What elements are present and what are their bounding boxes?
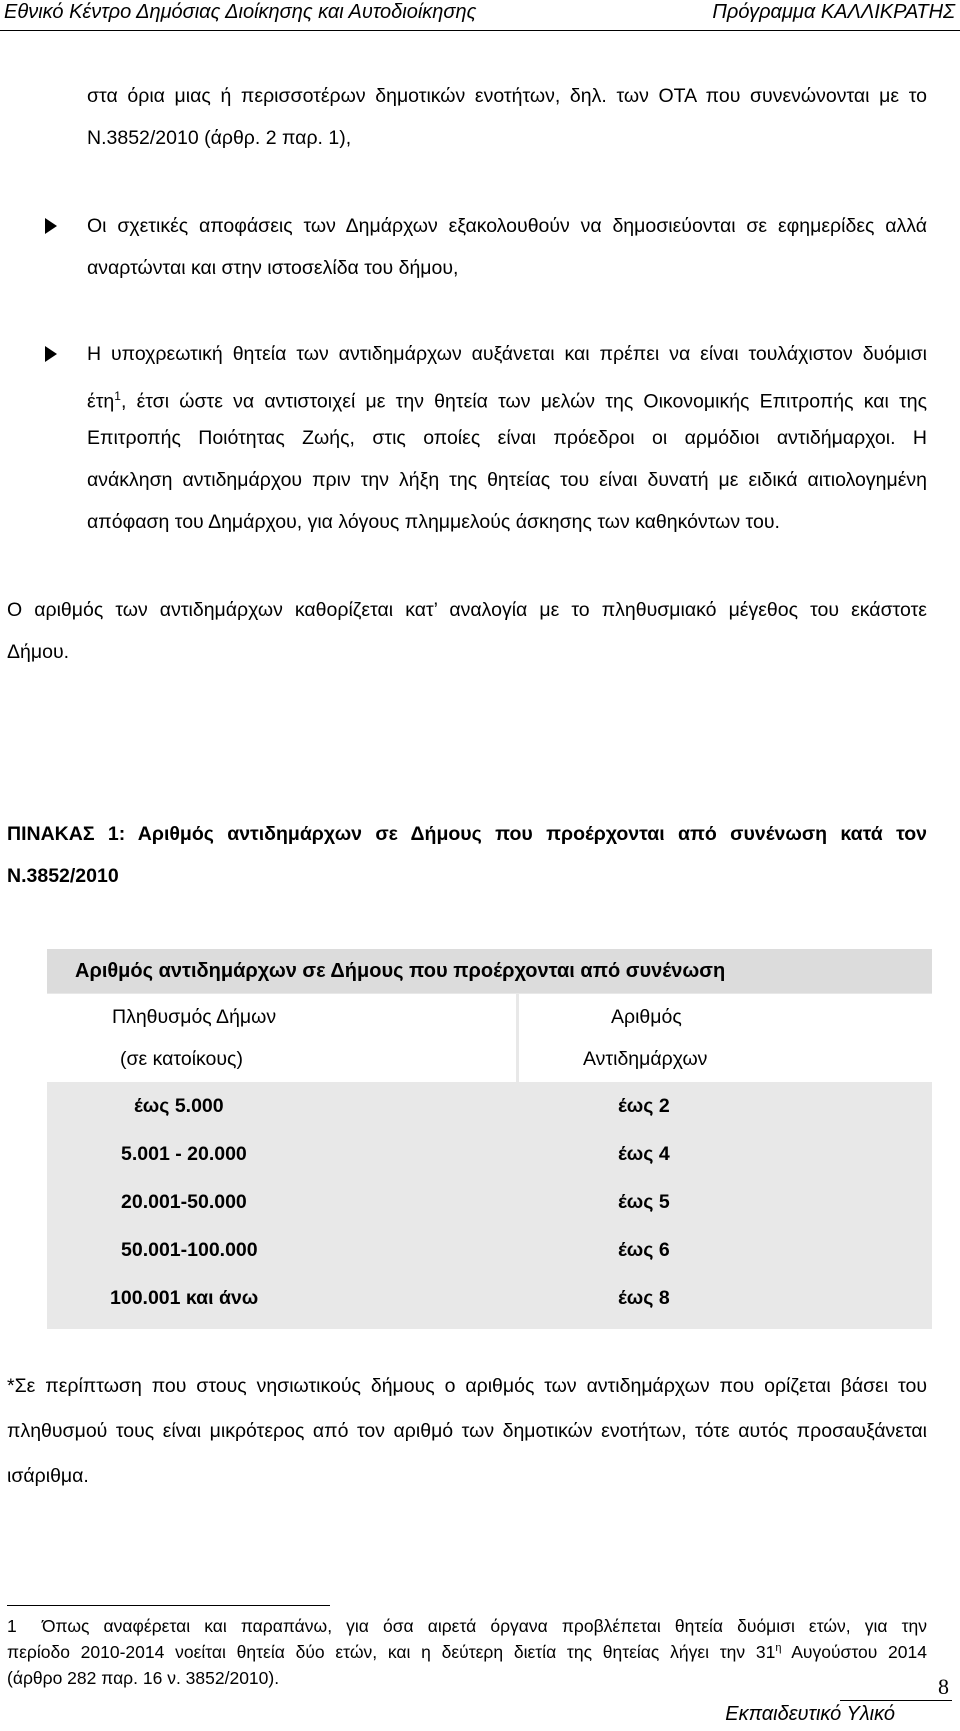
table-title-line-1: ΠΙΝΑΚΑΣ 1: Αριθμός αντιδημάρχων σε Δήμους που προέρχονται από συνένωση κατά τον xyxy=(7,823,927,845)
footnote-line-3: (άρθρο 282 παρ. 16 ν. 3852/2010). xyxy=(7,1668,280,1688)
bullet2-line-2: έτη$^1$, έτσι ώστε να αντιστοιχεί με την θητεία των μελών της Οικονομικής Επιτροπής και της xyxy=(87,389,927,413)
footnote-divider xyxy=(7,1605,330,1606)
table-col2-header-line-1: Αριθμός xyxy=(611,1006,682,1028)
table-header-cell-deputies xyxy=(519,994,932,1082)
footnote-line-1: Όπως αναφέρεται και παραπάνω, για όσα αιρετά όργανα προβλέπεται θητεία δυόμισι ετών, για την xyxy=(42,1616,927,1636)
bullet2-line-3: Επιτροπής Ποιότητας Ζωής, στις οποίες είναι πρόεδροι οι αρμόδιοι αντιδήμαρχοι. Η xyxy=(87,427,927,449)
bullet-arrow-icon xyxy=(45,218,57,234)
table-cell-population: 5.001 - 20.000 xyxy=(121,1143,247,1165)
table-cell-deputies: έως 6 xyxy=(618,1239,670,1261)
table-title-line-2: Ν.3852/2010 xyxy=(7,865,119,887)
note-line-1: *Σε περίπτωση που στους νησιωτικούς δήμους ο αριθμός των αντιδημάρχων που ορίζεται βάσει του xyxy=(7,1375,927,1397)
bullet-arrow-icon xyxy=(45,346,57,362)
table-cell-population: 50.001-100.000 xyxy=(121,1239,258,1261)
bullet2-line-1: Η υποχρεωτική θητεία των αντιδημάρχων αυξάνεται και πρέπει να είναι τουλάχιστον δυόμισι xyxy=(87,343,927,365)
table-cell-population: 100.001 και άνω xyxy=(110,1287,259,1309)
table-cell-population: 20.001-50.000 xyxy=(121,1191,247,1213)
bullet1-line-1: Οι σχετικές αποφάσεις των Δημάρχων εξακολουθούν να δημοσιεύονται σε εφημερίδες αλλά xyxy=(87,215,927,237)
paragraph-line-1: Ο αριθμός των αντιδημάρχων καθορίζεται κατ’ αναλογία με το πληθυσμιακό μέγεθος του εκάστοτε xyxy=(7,599,927,621)
table-col1-header-line-1: Πληθυσμός Δήμων xyxy=(112,1006,277,1028)
paragraph-line-2: Δήμου. xyxy=(7,641,70,663)
header-divider xyxy=(0,30,960,31)
bullet1-line-2: αναρτώνται και στην ιστοσελίδα του δήμου, xyxy=(87,257,459,279)
bullet2-line-4: ανάκληση αντιδημάρχου πριν την λήξη της θητείας του είναι δυνατή με ειδικά αιτιολογημένη xyxy=(87,469,927,491)
footer-label: Εκπαιδευτικό Υλικό xyxy=(725,1703,895,1725)
footnote-marker: 1 xyxy=(7,1616,17,1636)
page-number-divider xyxy=(840,1700,952,1701)
intro-line-2: Ν.3852/2010 (άρθρ. 2 παρ. 1), xyxy=(87,127,352,149)
table-cell-deputies: έως 8 xyxy=(618,1287,670,1309)
bullet2-line-5: απόφαση του Δημάρχου, για λόγους πλημμελούς άσκησης των καθηκόντων του. xyxy=(87,511,780,533)
header-institution: Εθνικό Κέντρο Δημόσιας Διοίκησης και Αυτοδιοίκησης xyxy=(4,1,477,23)
table-cell-deputies: έως 4 xyxy=(618,1143,670,1165)
note-line-3: ισάριθμα. xyxy=(7,1465,89,1487)
table-cell-deputies: έως 5 xyxy=(618,1191,670,1213)
page-header xyxy=(0,0,960,30)
table-col2-header-line-2: Αντιδημάρχων xyxy=(583,1048,708,1070)
footnote-line-2: περίοδο 2010-2014 νοείται θητεία δύο ετών, και η δεύτερη διετία της θητείας λήγει την $31^\eta$ Αυγούστου 2014 xyxy=(7,1642,927,1662)
page-number: 8 xyxy=(938,1674,949,1699)
table-cell-population: έως 5.000 xyxy=(134,1095,224,1117)
footnote-reference: 1 xyxy=(114,389,121,403)
intro-line-1: στα όρια μιας ή περισσοτέρων δημοτικών ενοτήτων, δηλ. των ΟΤΑ που συνενώνονται με το xyxy=(87,85,927,107)
table-col1-header-line-2: (σε κατοίκους) xyxy=(120,1048,243,1070)
table-caption: Αριθμός αντιδημάρχων σε Δήμους που προέρχονται από συνένωση xyxy=(75,960,726,982)
header-program: Πρόγραμμα ΚΑΛΛΙΚΡΑΤΗΣ xyxy=(712,1,955,23)
table-cell-deputies: έως 2 xyxy=(618,1095,670,1117)
note-line-2: πληθυσμού τους είναι μικρότερος από τον αριθμό των δημοτικών ενοτήτων, τότε αυτός προσαυξάνεται xyxy=(7,1420,927,1442)
